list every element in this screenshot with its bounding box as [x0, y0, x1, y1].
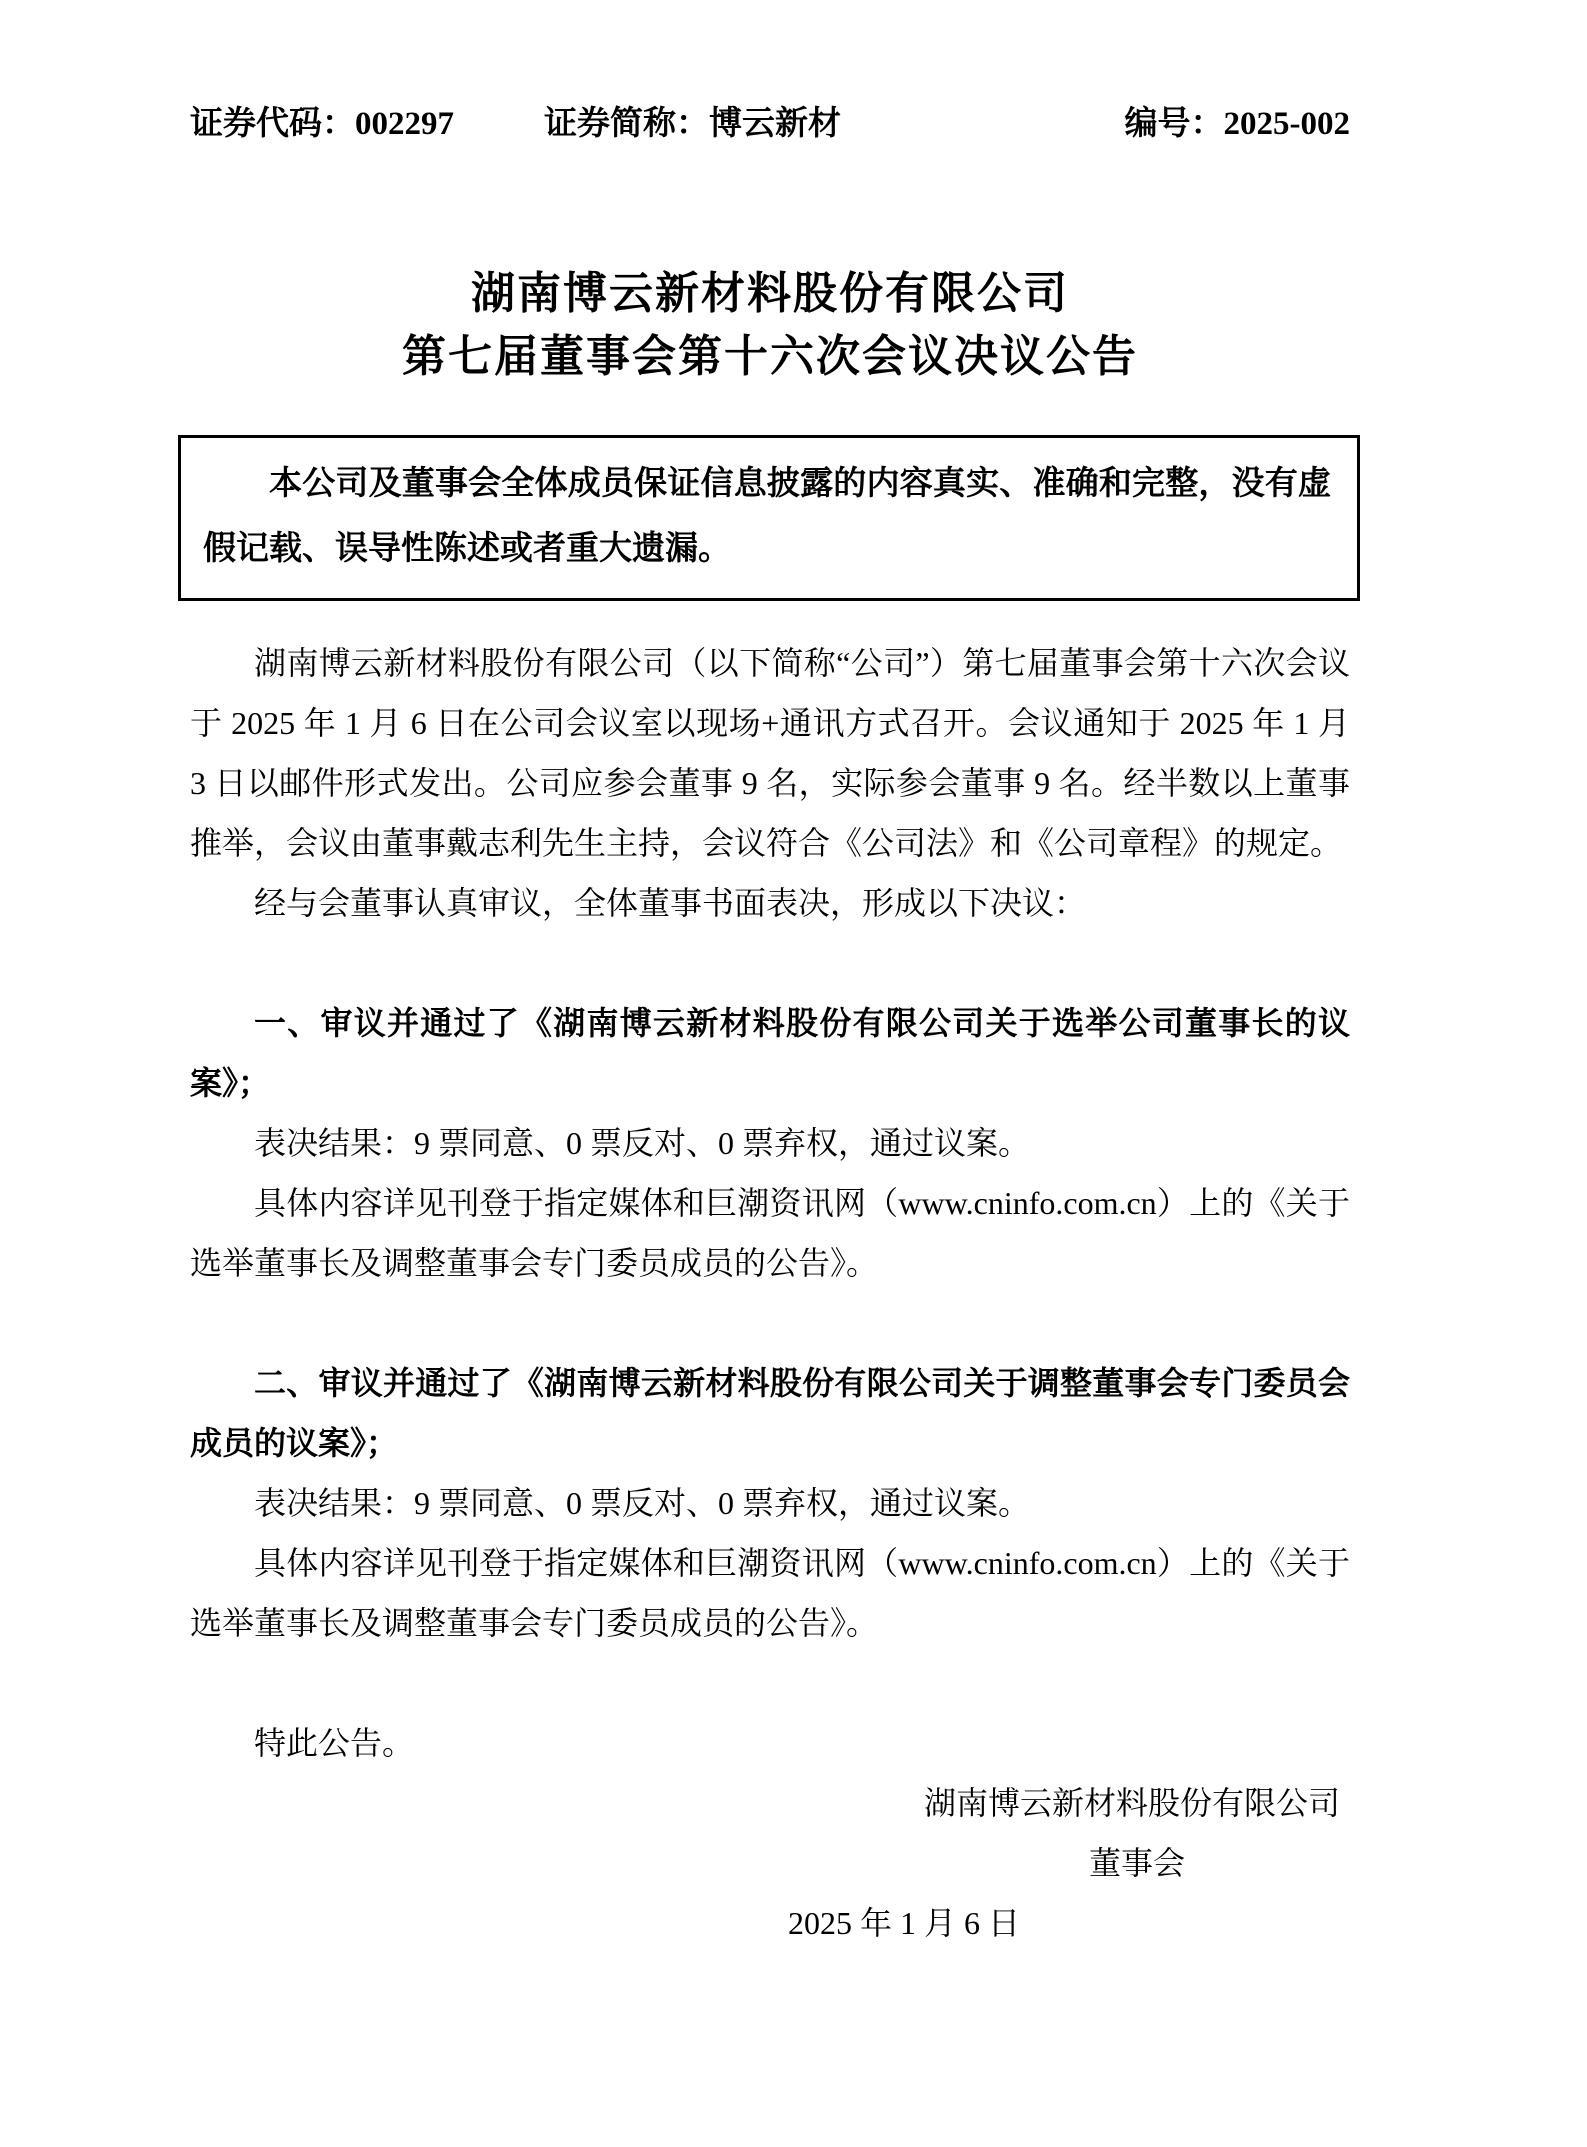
- resolution-2-vote-result: 表决结果：9 票同意、0 票反对、0 票弃权，通过议案。: [254, 1485, 1031, 1521]
- stock-code: 证券代码：002297: [190, 106, 454, 142]
- signature-block: [190, 1773, 1350, 1953]
- resolution-1-vote-result: 表决结果：9 票同意、0 票反对、0 票弃权，通过议案。: [254, 1125, 1031, 1161]
- disclaimer-box: [178, 435, 1360, 601]
- disclaimer-text: 本公司及董事会全体成员保证信息披露的内容真实、准确和完整，没有虚假记载、误导性陈述或者重大遗漏。: [203, 466, 1331, 567]
- title-company-line: 湖南博云新材料股份有限公司: [471, 269, 1069, 318]
- announcement-number: 编号：2025-002: [1124, 106, 1350, 142]
- closing-statement: 特此公告。: [254, 1725, 415, 1761]
- signature-issuer: 董事会: [1088, 1845, 1185, 1881]
- signature-company: 湖南博云新材料股份有限公司: [923, 1785, 1340, 1821]
- resolution-2-detail: 具体内容详见刊登于指定媒体和巨潮资讯网（www.cninfo.com.cn）上的《关于选举董事长及调整董事会专门委员成员的公告》。: [190, 1545, 1350, 1641]
- document-header: [190, 103, 1350, 145]
- title-subject-line: 第七届董事会第十六次会议决议公告: [402, 332, 1138, 381]
- stock-short-name: 证券简称：博云新材: [544, 106, 841, 142]
- signature-date: 2025 年 1 月 6 日: [787, 1905, 1020, 1941]
- resolution-2-heading: 二、审议并通过了《湖南博云新材料股份有限公司关于调整董事会专门委员会成员的议案》；: [190, 1365, 1350, 1461]
- resolution-1-heading: 一、审议并通过了《湖南博云新材料股份有限公司关于选举公司董事长的议案》；: [190, 1005, 1350, 1101]
- document-content: [190, 0, 1350, 1953]
- document-title: [190, 262, 1350, 388]
- meeting-intro-paragraph: 湖南博云新材料股份有限公司（以下简称“公司”）第七届董事会第十六次会议于 2025 年 1 月 6 日在公司会议室以现场+通讯方式召开。会议通知于 2025 年 1 月 3 日以邮件形式发出。公司应参会董事 9 名，实际参会董事 9 名。经半数以上董事推举，会议由董事戴志利先生主持，会议符合《公司法》和《公司章程》的规定。: [190, 645, 1350, 861]
- resolution-intro-paragraph: 经与会董事认真审议，全体董事书面表决，形成以下决议：: [254, 885, 1087, 921]
- resolution-1-detail: 具体内容详见刊登于指定媒体和巨潮资讯网（www.cninfo.com.cn）上的《关于选举董事长及调整董事会专门委员成员的公告》。: [190, 1185, 1350, 1281]
